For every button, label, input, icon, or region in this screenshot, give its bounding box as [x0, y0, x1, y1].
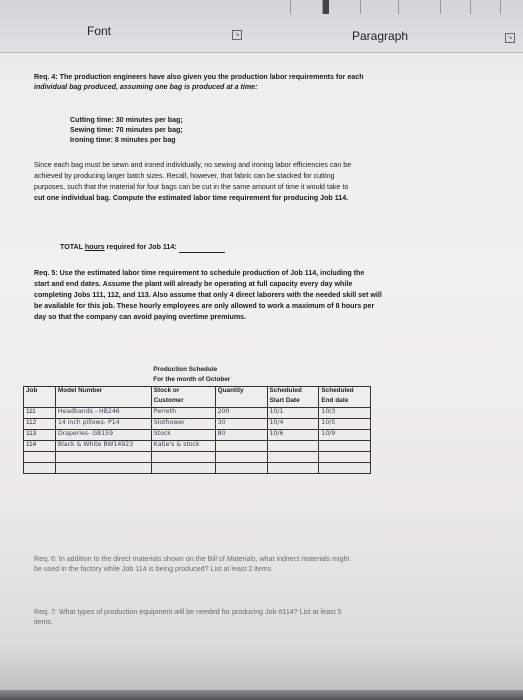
cell-start: 10/4: [267, 419, 319, 430]
header-end-date: End date: [319, 397, 371, 408]
table-row: [24, 430, 423, 441]
ribbon-tool[interactable]: [470, 0, 485, 14]
cell-quantity: 200: [215, 408, 267, 419]
req4-body-line: purposes, such that the material for four bags can be cut in the same amount of time it would take to: [34, 183, 349, 191]
cell-empty[interactable]: [24, 452, 56, 463]
table-row: [24, 441, 423, 452]
cell-customer: Slothower: [151, 419, 215, 430]
cell-model: 14 inch pillows- P14: [55, 419, 151, 430]
ribbon-tool[interactable]: [398, 0, 413, 14]
req5-line: day so that the company can avoid paying overtime premiums.: [34, 313, 247, 321]
cell-empty[interactable]: [267, 463, 319, 474]
total-hours-word: hours: [84, 243, 105, 251]
req4-body: [34, 160, 351, 204]
cell-customer: Stock: [151, 430, 215, 441]
req6-line1: Req. 6: In addition to the direct materials shown on the Bill of Materials, what indirect materials might: [34, 555, 350, 563]
total-prefix: TOTAL: [60, 243, 85, 251]
cell-model: Draperies- GB159: [55, 430, 151, 441]
req5-line: start and end dates. Assume the plant will already be operating at full capacity every day while: [34, 280, 353, 288]
req5-body: [34, 268, 382, 323]
ribbon-toolbar: [0, 0, 523, 53]
ribbon-tool[interactable]: [440, 0, 455, 14]
req5-line: completing Jobs 111, 112, and 113. Also assume that only 4 direct laborers with the needed skill set will: [34, 291, 382, 299]
cell-job: 113: [24, 430, 56, 441]
total-hours-answer-field[interactable]: [179, 243, 225, 253]
total-suffix: required for Job 114:: [104, 243, 177, 251]
cell-model: Black & White BW14923: [55, 441, 151, 452]
cell-empty[interactable]: [215, 452, 267, 463]
header-model: Model Number: [55, 387, 151, 408]
req5-line: be available for this job. These hourly employees are only allowed to work a maximum of 8 hours per: [34, 302, 375, 310]
cell-end: 10/3: [319, 408, 371, 419]
cell-empty[interactable]: [24, 463, 56, 474]
schedule-header-row: [24, 387, 423, 398]
ribbon-tool[interactable]: [500, 0, 515, 14]
req7-line2: items.: [34, 618, 53, 626]
cell-quantity[interactable]: [215, 441, 267, 452]
cell-empty[interactable]: [55, 452, 151, 463]
cell-customer: Katie's & stock: [151, 441, 215, 452]
ribbon-tool[interactable]: [322, 0, 329, 14]
cell-empty[interactable]: [267, 452, 319, 463]
cell-quantity: 80: [215, 430, 267, 441]
schedule-title: Production Schedule: [153, 366, 218, 373]
schedule-subtitle: For the month of October: [153, 376, 231, 383]
cell-empty[interactable]: [319, 463, 371, 474]
ribbon-tool[interactable]: [360, 0, 375, 14]
cell-model: Headbands - HB246: [55, 408, 151, 419]
req4-ironing-time: Ironing time: 8 minutes per bag: [70, 136, 176, 144]
header-start-date: Start Date: [267, 397, 319, 408]
cell-start: 10/1: [267, 408, 319, 419]
cell-empty[interactable]: [319, 452, 371, 463]
req4-intro-line2: individual bag produced, assuming one bag is produced at a time:: [34, 83, 258, 91]
req4-intro-line1: Req. 4: The production engineers have also given you the production labor requirements for each: [34, 73, 364, 81]
table-row: [24, 452, 423, 463]
cell-job: 114: [24, 441, 56, 452]
ribbon-tool[interactable]: [290, 0, 305, 14]
req6-line2: be used in the factory while Job 114 is being produced? List at least 2 items: [34, 565, 272, 573]
cell-start: 10/6: [267, 430, 319, 441]
production-schedule-table: [23, 366, 423, 474]
req7-line1: Req. 7: What types of production equipment will be needed for producing Job #114? List at least 5: [34, 608, 342, 616]
cell-empty[interactable]: [151, 452, 215, 463]
header-start: Scheduled: [267, 387, 319, 398]
cell-end: 10/5: [319, 419, 371, 430]
cell-end: 10/9: [319, 430, 371, 441]
req4-body-line: achieved by producing larger batch sizes. Recall, however, that fabric can be stacked for cutting: [34, 172, 335, 180]
header-quantity: Quantity: [215, 387, 267, 408]
cell-start[interactable]: [267, 441, 319, 452]
paragraph-group-label: Paragraph: [352, 29, 409, 43]
font-group-label: Font: [87, 24, 112, 38]
header-end: Scheduled: [319, 387, 371, 398]
cell-empty[interactable]: [215, 463, 267, 474]
cell-empty[interactable]: [151, 463, 215, 474]
header-customer: Customer: [151, 397, 215, 408]
cell-job: 111: [24, 408, 56, 419]
req5-line: Req. 5: Use the estimated labor time requirement to schedule production of Job 114, including the: [34, 269, 365, 277]
req4-cutting-time: Cutting time: 30 minutes per bag;: [70, 116, 183, 124]
total-hours-line: [60, 242, 225, 253]
font-dialog-launcher-icon[interactable]: ↘: [232, 30, 242, 40]
cell-customer: Perreth: [151, 408, 215, 419]
table-row: [24, 463, 423, 474]
table-row: [24, 408, 423, 419]
cell-quantity: 30: [215, 419, 267, 430]
header-stock: Stock or: [151, 387, 215, 398]
table-row: [24, 419, 423, 430]
bottom-edge: [0, 690, 523, 700]
header-job: Job: [24, 387, 56, 408]
req4-body-line: cut one individual bag. Compute the estimated labor time requirement for producing Job 114.: [34, 194, 349, 202]
req4-body-line: Since each bag must be sewn and ironed individually, no sewing and ironing labor efficiencies can be: [34, 161, 352, 169]
cell-end[interactable]: [319, 441, 371, 452]
req4-sewing-time: Sewing time: 70 minutes per bag;: [70, 126, 183, 134]
cell-empty[interactable]: [55, 463, 151, 474]
paragraph-dialog-launcher-icon[interactable]: ↘: [505, 33, 515, 43]
cell-job: 112: [24, 419, 56, 430]
